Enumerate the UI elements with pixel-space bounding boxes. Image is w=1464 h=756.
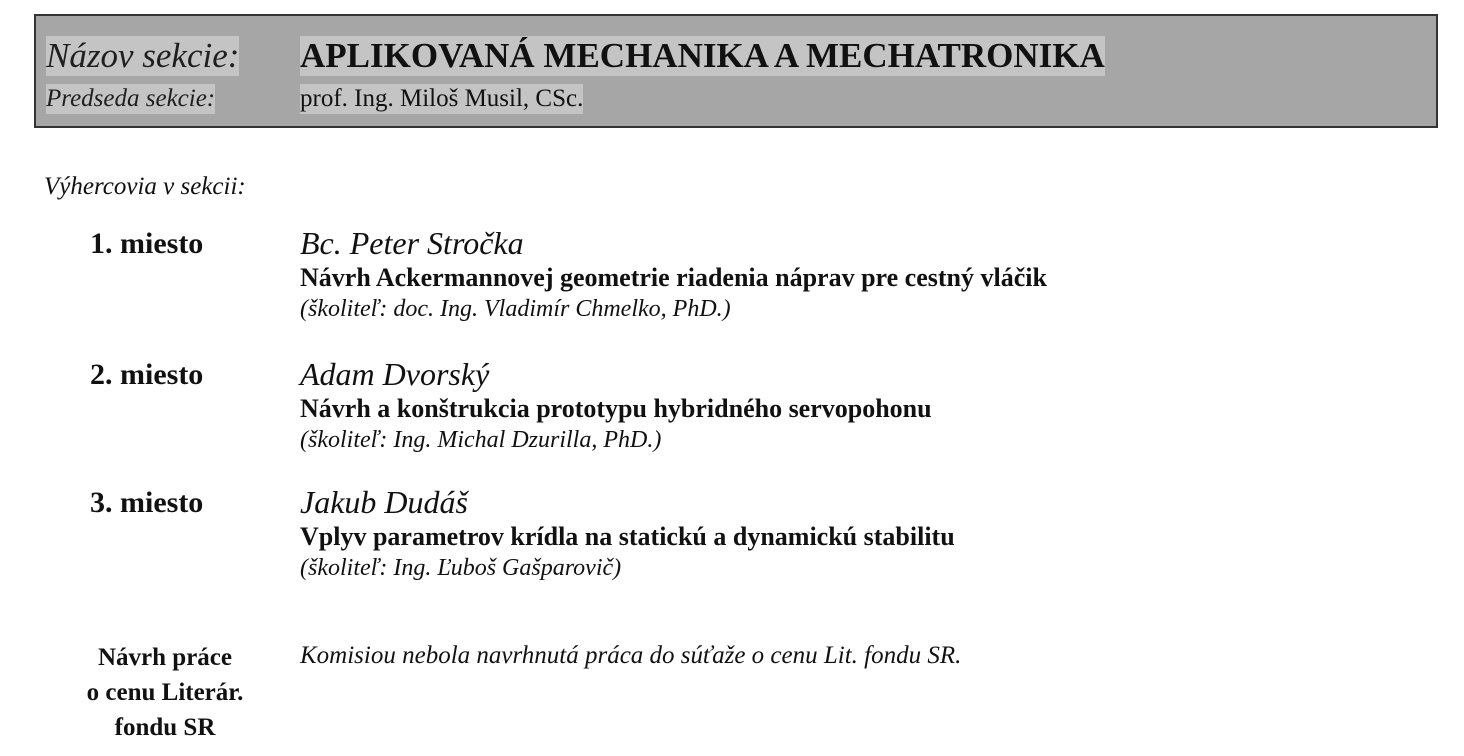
literary-fund-label-line: fondu SR <box>114 714 216 741</box>
section-chair: prof. Ing. Miloš Musil, CSc. <box>300 85 584 112</box>
winners-heading: Výhercovia v sekcii: <box>44 173 246 200</box>
winner-2-title: Návrh a konštrukcia prototypu hybridného servopohonu <box>300 394 932 423</box>
literary-fund-label-line: Návrh práce <box>98 644 232 671</box>
winner-3-entry <box>300 483 955 583</box>
winner-2-place: 2. miesto <box>90 358 204 391</box>
winner-1-entry <box>300 224 1047 324</box>
section-header <box>34 14 1438 128</box>
winner-2-advisor: (školiteľ: Ing. Michal Dzurilla, PhD.) <box>300 427 662 453</box>
section-name-label: Názov sekcie: <box>46 36 240 75</box>
literary-fund-label-line: o cenu Literár. <box>86 679 244 706</box>
winner-3-advisor: (školiteľ: Ing. Ľuboš Gašparovič) <box>300 555 622 581</box>
winner-1-title: Návrh Ackermannovej geometrie riadenia náprav pre cestný vláčik <box>300 263 1047 292</box>
section-chair-label: Predseda sekcie: <box>46 85 216 112</box>
winner-3-place: 3. miesto <box>90 486 204 519</box>
literary-fund-label <box>50 640 280 745</box>
winner-3-title: Vplyv parametrov krídla na statickú a dynamickú stabilitu <box>300 522 955 551</box>
winner-1-name: Bc. Peter Stročka <box>300 225 524 261</box>
winner-2-name: Adam Dvorský <box>300 356 490 392</box>
winner-2-entry <box>300 355 932 455</box>
literary-fund-note: Komisiou nebola navrhnutá práca do súťaže o cenu Lit. fondu SR. <box>300 642 962 669</box>
winner-1-place: 1. miesto <box>90 227 204 260</box>
section-name: APLIKOVANÁ MECHANIKA A MECHATRONIKA <box>300 36 1105 75</box>
winner-1-advisor: (školiteľ: doc. Ing. Vladimír Chmelko, PhD.) <box>300 296 731 322</box>
winner-3-name: Jakub Dudáš <box>300 484 468 520</box>
